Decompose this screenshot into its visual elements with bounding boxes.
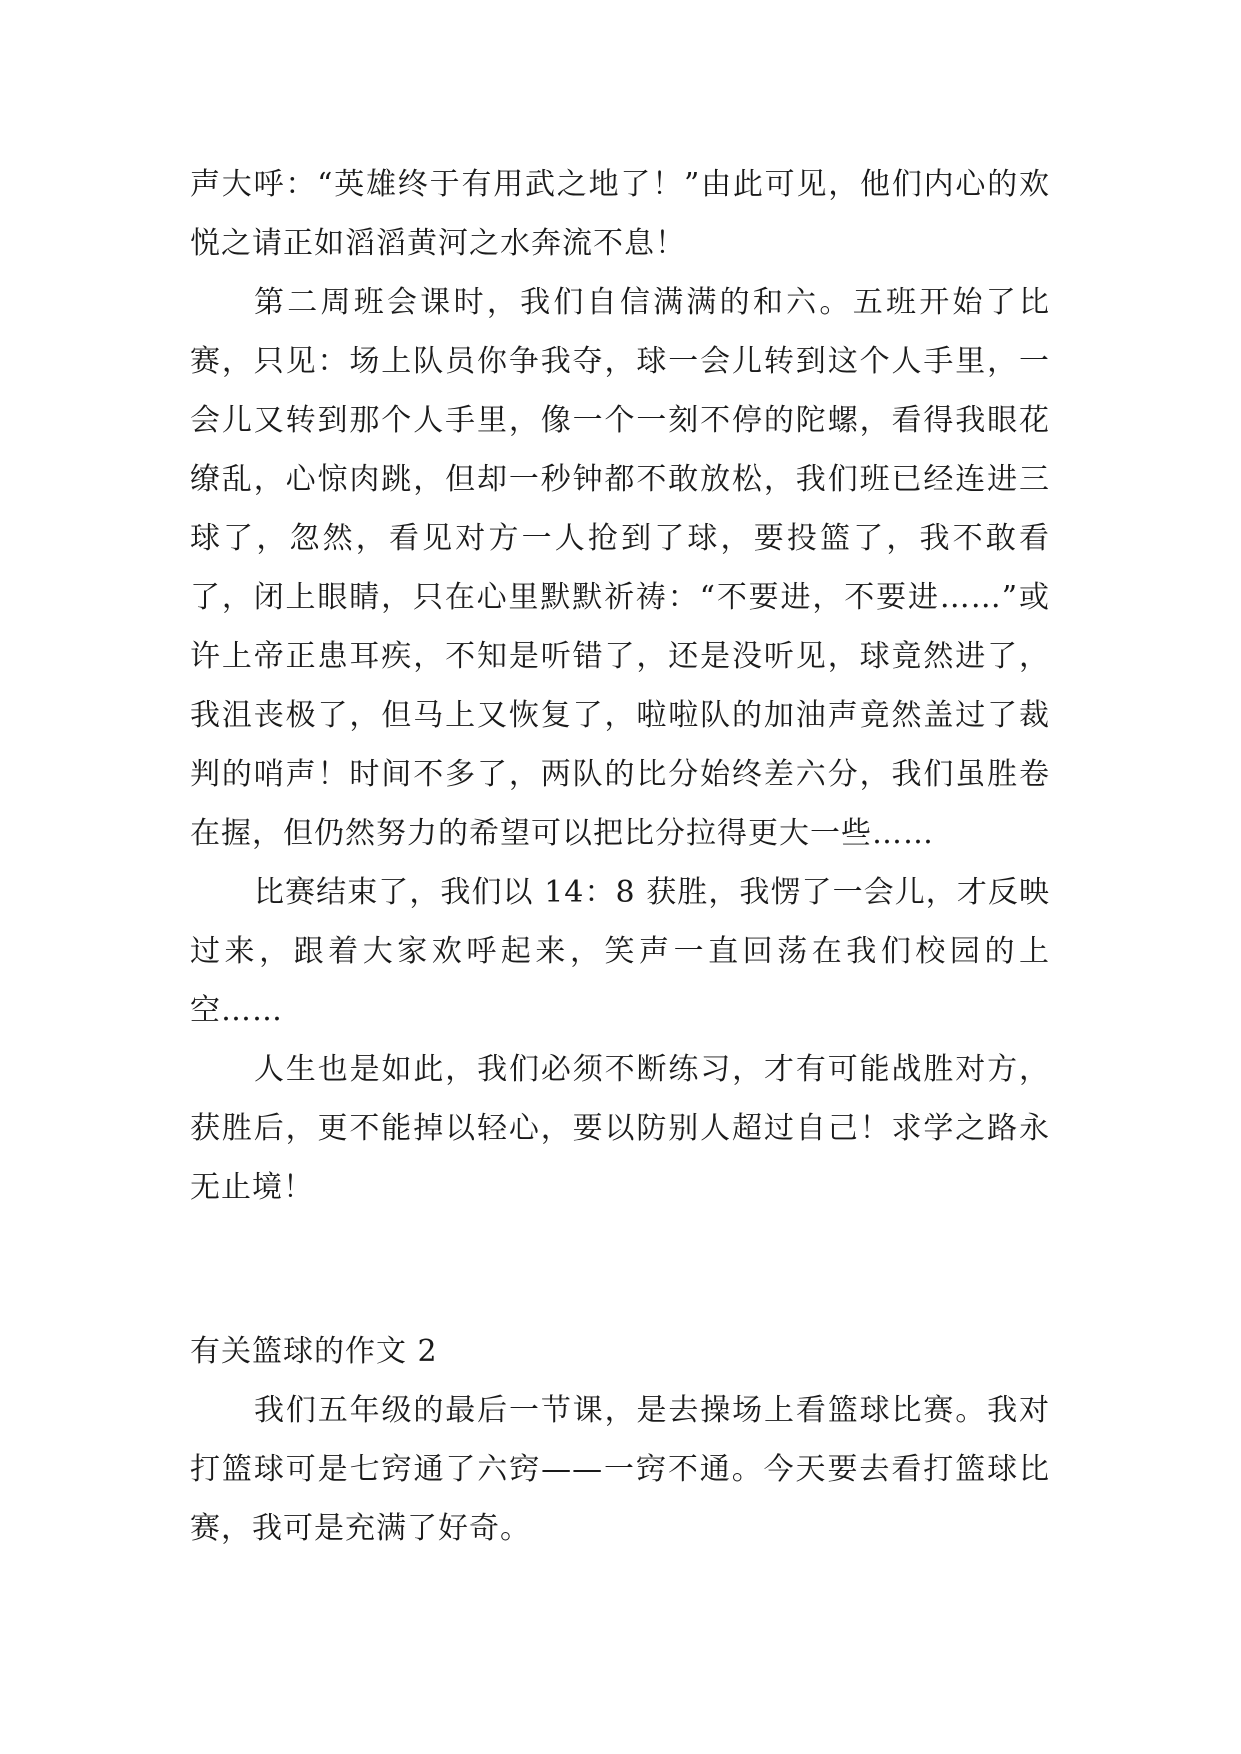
essay-1-paragraph-1: 声大呼：“英雄终于有用武之地了！”由此可见，他们内心的欢悦之请正如滔滔黄河之水奔流不息！ <box>190 167 1050 261</box>
essay-1-paragraph-2: 第二周班会课时，我们自信满满的和六。五班开始了比赛，只见：场上队员你争我夺，球一会儿转到这个人手里，一会儿又转到那个人手里，像一个一刻不停的陀螺，看得我眼花缭乱，心惊肉跳，但却一秒钟都不敢放松，我们班已经连进三球了，忽然，看见对方一人抢到了球，要投篮了，我不敢看了，闭上眼睛，只在心里默默祈祷：“不要进，不要进……”或许上帝正患耳疾，不知是听错了，还是没听见，球竟然进了，我沮丧极了，但马上又恢复了，啦啦队的加油声竟然盖过了裁判的哨声！时间不多了，两队的比分始终差六分，我们虽胜卷在握，但仍然努力的希望可以把比分拉得更大一些…… <box>190 285 1050 851</box>
essay-2-body <box>190 1381 1050 1558</box>
essay-1-body <box>190 155 1050 1217</box>
essay-1-paragraph-4: 人生也是如此，我们必须不断练习，才有可能战胜对方，获胜后，更不能掉以轻心，要以防别人超过自己！求学之路永无止境！ <box>190 1052 1050 1205</box>
essay-2-paragraph-1: 我们五年级的最后一节课，是去操场上看篮球比赛。我对打篮球可是七窍通了六窍——一窍不通。今天要去看打篮球比赛，我可是充满了好奇。 <box>190 1393 1050 1546</box>
essay-2-title: 有关篮球的作文 2 <box>190 1334 438 1369</box>
essay-1-paragraph-3: 比赛结束了，我们以 14：8 获胜，我愣了一会儿，才反映过来，跟着大家欢呼起来，笑声一直回荡在我们校园的上空…… <box>190 875 1050 1028</box>
